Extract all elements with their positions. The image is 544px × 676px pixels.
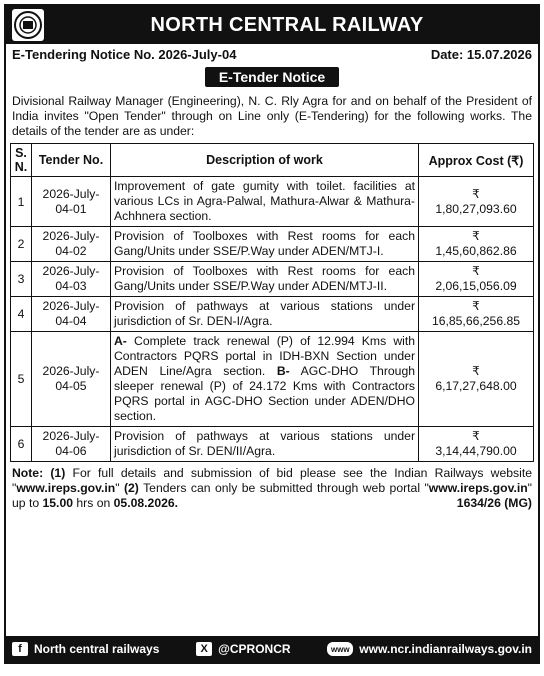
row-tender-no: 2026-July-04-05 [32, 332, 111, 427]
row-cost [419, 177, 534, 227]
part-b-text: AGC-DHO Through sleeper renewal (P) of 24.172 Kms with Contractors PQRS portal in AGC-DHO Section under ADEN/DHO section. [114, 364, 415, 423]
page-title: NORTH CENTRAL RAILWAY [150, 13, 424, 36]
table-row [11, 297, 534, 332]
row-cost [419, 297, 534, 332]
cost-value: 16,85,66,256.85 [431, 314, 521, 328]
note-label: Note: (1) [12, 466, 66, 480]
railway-logo-icon [12, 9, 44, 41]
facebook-icon: f [12, 642, 28, 656]
row-sn: 1 [11, 177, 32, 227]
row-cost [419, 332, 534, 427]
header-tender-no: Tender No. [32, 144, 111, 177]
row-sn: 5 [11, 332, 32, 427]
row-tender-no: 2026-July-04-03 [32, 262, 111, 297]
e-tender-badge: E-Tender Notice [205, 67, 339, 87]
facebook-handle[interactable]: North central railways [34, 642, 160, 656]
row-cost [419, 227, 534, 262]
x-twitter-icon: X [196, 642, 212, 656]
footer-bar [6, 636, 538, 662]
deadline-time: 15.00 [42, 496, 73, 510]
row-description: Provision of pathways at various stations under jurisdiction of Sr. DEN-I/Agra. [111, 297, 419, 332]
web-icon: www [327, 642, 353, 656]
rupee-symbol: ₹ [472, 429, 480, 443]
rupee-symbol: ₹ [472, 299, 480, 313]
table-row [11, 332, 534, 427]
row-sn: 6 [11, 427, 32, 462]
notice-date: Date: 15.07.2026 [430, 47, 532, 62]
cost-value: 1,45,60,862.86 [435, 244, 517, 258]
note-part: Tenders can only be submitted through web portal " [138, 481, 429, 495]
table-header-row [11, 144, 534, 177]
row-sn: 3 [11, 262, 32, 297]
row-cost [419, 427, 534, 462]
note-part: (2) [123, 481, 139, 495]
row-tender-no: 2026-July-04-02 [32, 227, 111, 262]
row-tender-no: 2026-July-04-04 [32, 297, 111, 332]
tender-notice [4, 4, 540, 664]
header-sn: S. N. [11, 144, 32, 177]
header-bar [6, 6, 538, 44]
part-a-text: Complete track renewal (P) of 12.994 Kms with Contractors PQRS portal in IDH-BXN Section under ADEN Line/Agra section. [114, 334, 415, 378]
note-part: " [115, 481, 124, 495]
cost-value: 2,06,15,056.09 [435, 279, 517, 293]
note-part: For full details and submission of bid please see the Indian Railways website " [12, 466, 532, 495]
intro-text: Divisional Railway Manager (Engineering), N. C. Rly Agra for and on behalf of the President of India invites "Open Tender" through on Line only (E-Tendering) for the following works. The details of the tender are as under: [12, 94, 532, 138]
website-link[interactable]: www.ireps.gov.in [428, 481, 528, 495]
row-description: Improvement of gate gumity with toilet. facilities at various LCs in Agra-Palwal, Mathura-Alwar & Mathura-Achhnera section. [111, 177, 419, 227]
rupee-symbol: ₹ [472, 186, 480, 201]
tender-table [10, 143, 534, 462]
part-b-label: B- [276, 364, 290, 378]
row-description: Provision of pathways at various stations under jurisdiction of Sr. DEN/II/Agra. [111, 427, 419, 462]
part-a-label: A- [114, 334, 127, 348]
rupee-symbol: ₹ [472, 229, 480, 243]
notice-row [6, 44, 538, 66]
row-description: Provision of Toolboxes with Rest rooms for each Gang/Units under SSE/P.Way under ADEN/MTJ-I. [111, 227, 419, 262]
table-row [11, 227, 534, 262]
notice-number: E-Tendering Notice No. 2026-July-04 [12, 47, 237, 62]
row-description: Provision of Toolboxes with Rest rooms for each Gang/Units under SSE/P.Way under ADEN/MTJ-II. [111, 262, 419, 297]
row-sn: 2 [11, 227, 32, 262]
table-row [11, 177, 534, 227]
twitter-handle[interactable]: @CPRONCR [218, 642, 291, 656]
badge-wrap [6, 67, 538, 91]
cost-value: 3,14,44,790.00 [435, 444, 517, 458]
website-link[interactable]: www.ireps.gov.in [16, 481, 116, 495]
cost-value: 1,80,27,093.60 [435, 201, 517, 216]
deadline-date: 05.08.2026. [113, 496, 179, 510]
rupee-symbol: ₹ [472, 364, 480, 378]
notice-code: 1634/26 (MG) [456, 496, 532, 510]
header-description: Description of work [111, 144, 419, 177]
table-row [11, 262, 534, 297]
row-cost [419, 262, 534, 297]
header-cost: Approx Cost (₹) [419, 144, 534, 177]
table-row [11, 427, 534, 462]
row-tender-no: 2026-July-04-01 [32, 177, 111, 227]
row-description [111, 332, 419, 427]
note-part: hrs on [73, 496, 114, 510]
note-text [6, 462, 538, 513]
row-sn: 4 [11, 297, 32, 332]
row-tender-no: 2026-July-04-06 [32, 427, 111, 462]
website-url[interactable]: www.ncr.indianrailways.gov.in [359, 642, 533, 656]
cost-value: 6,17,27,648.00 [435, 379, 517, 393]
rupee-symbol: ₹ [472, 264, 480, 278]
note-part: " up to [12, 481, 532, 510]
